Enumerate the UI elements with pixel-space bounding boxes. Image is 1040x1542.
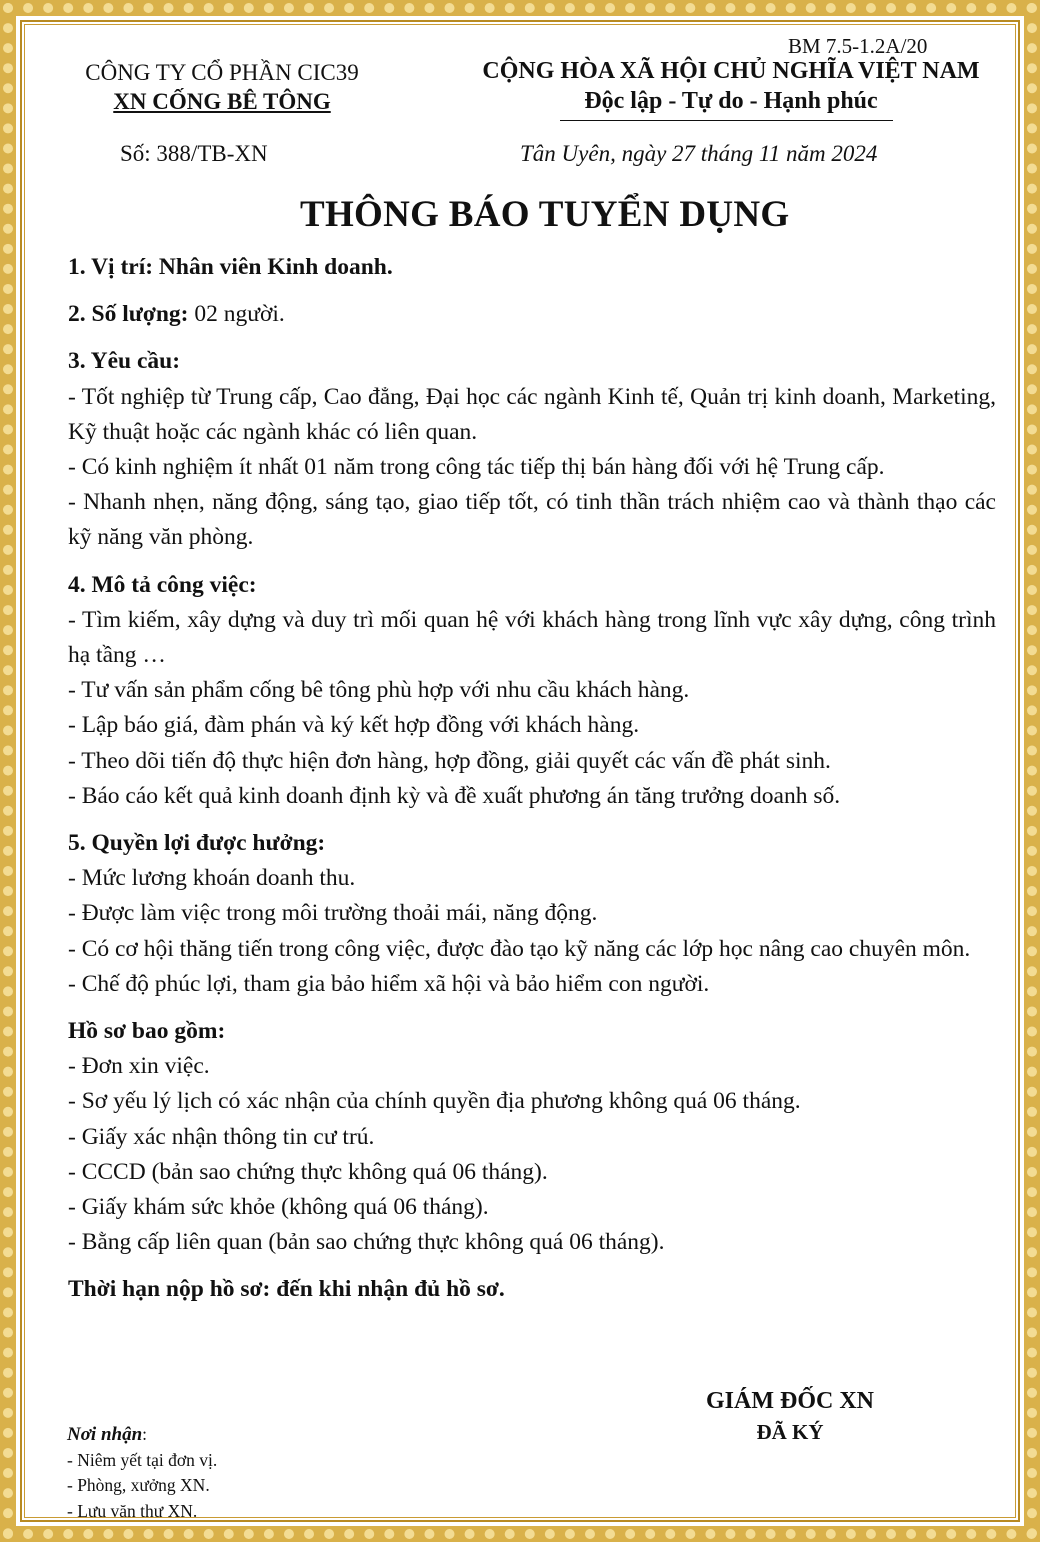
- document-body: [68, 250, 996, 1308]
- job-item: - Lập báo giá, đàm phán và ký kết hợp đồng với khách hàng.: [68, 712, 640, 739]
- company-name: CÔNG TY CỔ PHẦN CIC39: [85, 60, 359, 85]
- national-motto: Độc lập - Tự do - Hạnh phúc: [584, 88, 878, 114]
- document-item: - CCCD (bản sao chứng thực không quá 06 tháng).: [68, 1158, 548, 1185]
- signer-title: GIÁM ĐỐC XN: [706, 1388, 874, 1414]
- requirement-item: - Có kinh nghiệm ít nhất 01 năm trong công tác tiếp thị bán hàng đối với hệ Trung cấp.: [68, 454, 885, 481]
- requirement-item: - Nhanh nhẹn, năng động, sáng tạo, giao tiếp tốt, có tinh thần trách nhiệm cao và thành thạo các kỹ năng văn phòng.: [68, 489, 996, 551]
- recipient-item: - Niêm yết tại đơn vị.: [67, 1449, 218, 1470]
- job-item: - Báo cáo kết quả kinh doanh định kỳ và đề xuất phương án tăng trưởng doanh số.: [68, 782, 841, 809]
- job-item: - Tìm kiếm, xây dựng và duy trì mối quan hệ với khách hàng trong lĩnh vực xây dựng, công trình hạ tầng …: [68, 606, 996, 669]
- requirement-item: - Tốt nghiệp từ Trung cấp, Cao đẳng, Đại học các ngành Kinh tế, Quản trị kinh doanh, Marketing, Kỹ thuật hoặc các ngành khác có liên quan.: [68, 383, 996, 445]
- document-item: - Đơn xin việc.: [68, 1053, 210, 1080]
- document-item: - Giấy xác nhận thông tin cư trú.: [68, 1123, 375, 1150]
- document-item: - Bằng cấp liên quan (bản sao chứng thực không quá 06 tháng).: [68, 1229, 665, 1256]
- quantity-label: 2. Số lượng:: [68, 301, 189, 328]
- job-description-heading: 4. Mô tả công việc:: [68, 571, 257, 598]
- recipient-item: - Phòng, xưởng XN.: [67, 1475, 210, 1495]
- document-number: Số: 388/TB-XN: [120, 141, 268, 166]
- quantity-value: 02 người.: [188, 301, 285, 328]
- benefits-heading: 5. Quyền lợi được hưởng:: [68, 830, 326, 857]
- position-line: 1. Vị trí: Nhân viên Kinh doanh.: [68, 254, 393, 280]
- benefit-item: - Được làm việc trong môi trường thoải mái, năng động.: [68, 900, 598, 927]
- document-item: - Sơ yếu lý lịch có xác nhận của chính quyền địa phương không quá 06 tháng.: [68, 1088, 801, 1115]
- recipient-item: - Lưu văn thư XN.: [67, 1500, 198, 1521]
- motto-underline: [560, 120, 893, 121]
- benefit-item: - Mức lương khoán doanh thu.: [68, 865, 356, 892]
- recipients-heading-line: [67, 1422, 217, 1448]
- quantity-line: [68, 297, 996, 332]
- unit-name: XN CỐNG BÊ TÔNG: [113, 89, 331, 114]
- submission-deadline: Thời hạn nộp hồ sơ: đến khi nhận đủ hồ sơ.: [68, 1276, 505, 1303]
- signed-status: ĐÃ KÝ: [756, 1420, 824, 1444]
- form-code: BM 7.5-1.2A/20: [788, 34, 928, 58]
- document-title: THÔNG BÁO TUYỂN DỤNG: [300, 194, 790, 235]
- document-item: - Giấy khám sức khỏe (không quá 06 tháng).: [68, 1194, 489, 1221]
- job-item: - Theo dõi tiến độ thực hiện đơn hàng, hợp đồng, giải quyết các vấn đề phát sinh.: [68, 747, 831, 774]
- national-title: CỘNG HÒA XÃ HỘI CHỦ NGHĨA VIỆT NAM: [482, 58, 980, 84]
- benefit-item: - Có cơ hội thăng tiến trong công việc, được đào tạo kỹ năng các lớp học nâng cao chuyên môn.: [68, 935, 971, 962]
- place-date: Tân Uyên, ngày 27 tháng 11 năm 2024: [520, 141, 878, 166]
- recipients-colon: :: [142, 1424, 148, 1444]
- documents-heading: Hồ sơ bao gồm:: [68, 1018, 226, 1045]
- job-item: - Tư vấn sản phẩm cống bê tông phù hợp với nhu cầu khách hàng.: [68, 677, 690, 704]
- recipients-heading: Nơi nhận: [67, 1424, 143, 1445]
- recipients-block: [67, 1422, 217, 1524]
- requirements-heading: 3. Yêu cầu:: [68, 348, 181, 375]
- benefit-item: - Chế độ phúc lợi, tham gia bảo hiểm xã hội và bảo hiểm con người.: [68, 970, 710, 997]
